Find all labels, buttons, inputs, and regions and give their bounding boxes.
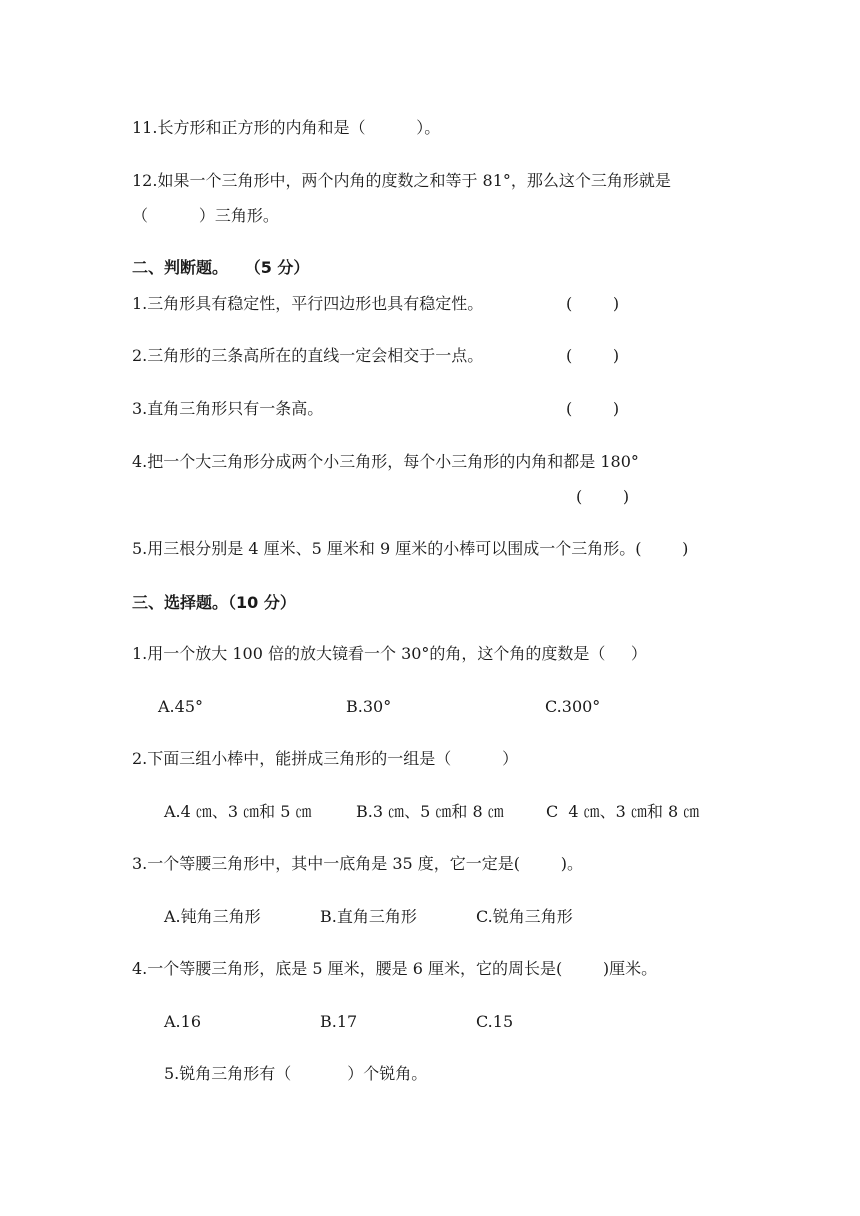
choice-3-option-a: A.钝角三角形 bbox=[164, 907, 261, 926]
judgment-item-5: 5.用三根分别是 4 厘米、5 厘米和 9 厘米的小棒可以围成一个三角形。( ) bbox=[132, 539, 689, 558]
choice-1-option-b: B.30° bbox=[346, 697, 392, 716]
choice-2-option-b: B.3 ㎝、5 ㎝和 8 ㎝ bbox=[356, 802, 504, 821]
choice-section-title: 三、选择题。（10 分） bbox=[132, 593, 296, 612]
judgment-item-1-blank: ( ) bbox=[566, 294, 620, 313]
judgment-item-2: 2.三角形的三条高所在的直线一定会相交于一点。 bbox=[132, 346, 484, 365]
judgment-item-3-blank: ( ) bbox=[566, 399, 620, 418]
choice-3-option-c: C.锐角三角形 bbox=[476, 907, 573, 926]
choice-4-option-a: A.16 bbox=[164, 1012, 201, 1031]
judgment-item-4-blank: ( ) bbox=[576, 487, 630, 506]
choice-question-1: 1.用一个放大 100 倍的放大镜看一个 30°的角，这个角的度数是（ ） bbox=[132, 644, 647, 663]
judgment-item-2-blank: ( ) bbox=[566, 346, 620, 365]
choice-4-option-b: B.17 bbox=[320, 1012, 358, 1031]
choice-question-5: 5.锐角三角形有（ ）个锐角。 bbox=[164, 1064, 428, 1083]
judgment-section-title: 二、判断题。 （5 分） bbox=[132, 258, 310, 277]
choice-question-3: 3.一个等腰三角形中，其中一底角是 35 度，它一定是( )。 bbox=[132, 854, 583, 873]
choice-1-option-c: C.300° bbox=[545, 697, 601, 716]
question-12-line-2: （ ）三角形。 bbox=[132, 206, 279, 225]
choice-2-option-a: A.4 ㎝、3 ㎝和 5 ㎝ bbox=[164, 802, 312, 821]
choice-3-option-b: B.直角三角形 bbox=[320, 907, 417, 926]
choice-1-option-a: A.45° bbox=[158, 697, 203, 716]
question-12-line-1: 12.如果一个三角形中，两个内角的度数之和等于 81°，那么这个三角形就是 bbox=[132, 171, 671, 190]
question-11: 11.长方形和正方形的内角和是（ ）。 bbox=[132, 118, 441, 137]
choice-4-option-c: C.15 bbox=[476, 1012, 514, 1031]
choice-2-option-c: C 4 ㎝、3 ㎝和 8 ㎝ bbox=[546, 802, 700, 821]
judgment-item-3: 3.直角三角形只有一条高。 bbox=[132, 399, 324, 418]
choice-question-2: 2.下面三组小棒中，能拼成三角形的一组是（ ） bbox=[132, 749, 519, 768]
choice-question-4: 4.一个等腰三角形，底是 5 厘米，腰是 6 厘米，它的周长是( )厘米。 bbox=[132, 959, 658, 978]
judgment-item-4: 4.把一个大三角形分成两个小三角形，每个小三角形的内角和都是 180° bbox=[132, 452, 639, 471]
judgment-item-1: 1.三角形具有稳定性，平行四边形也具有稳定性。 bbox=[132, 294, 484, 313]
